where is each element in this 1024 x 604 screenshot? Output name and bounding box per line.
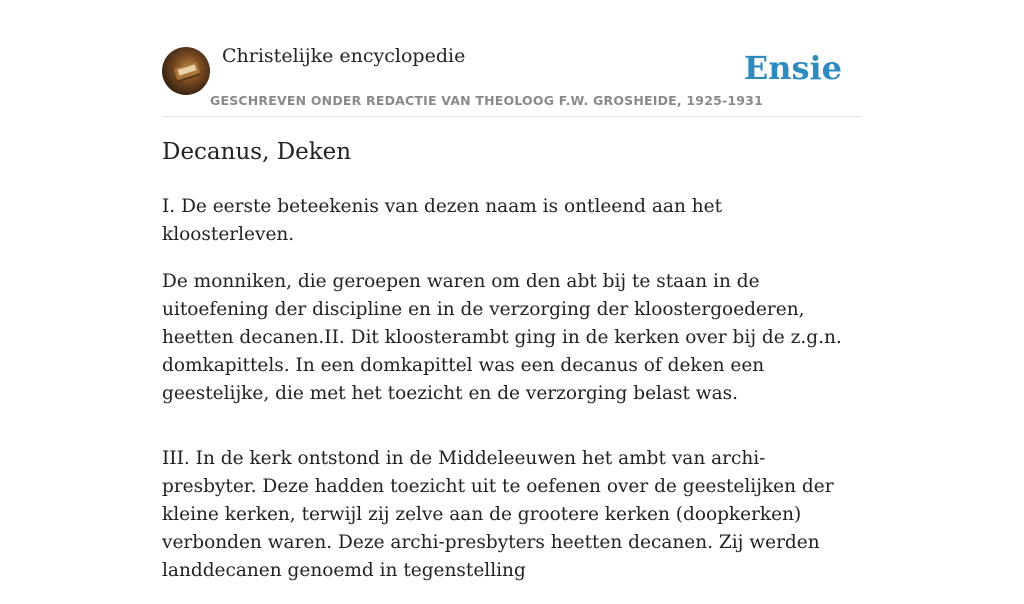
article-body (162, 193, 854, 604)
site-header (162, 44, 862, 117)
paragraph-2: De monniken, die geroepen waren om den abt bij te staan in de uitoefening der discipline en in de verzorging der kloostergoederen, heetten decanen.II. Dit kloosterambt ging in de kerken over bij de z.g.n. domkapittels. In een domkapittel was een decanus of deken een geestelijke, die met het toezicht en de verzorging belast was. (162, 271, 842, 404)
site-subtitle: GESCHREVEN ONDER REDACTIE VAN THEOLOOG F.W. GROSHEIDE, 1925-1931 (210, 93, 763, 108)
site-title[interactable]: Christelijke encyclopedie (222, 45, 466, 67)
article-title: Decanus, Deken (162, 139, 352, 165)
book-avatar-icon[interactable] (162, 47, 210, 95)
paragraph-1: I. De eerste beteekenis van dezen naam is ontleend aan het kloosterleven. (162, 196, 723, 245)
paragraph-3: III. In de kerk ontstond in de Middeleeuwen het ambt van archi-presbyter. Deze hadden toezicht uit te oefenen over de geestelijken der kleine kerken, terwijl zij zelve aan de grootere kerken (doopkerken) verbonden waren. Deze archi-presbyters heetten decanen. Zij werden landdecanen genoemd in tegenstelling (162, 448, 834, 581)
brand-logo[interactable]: Ensie (743, 49, 842, 87)
